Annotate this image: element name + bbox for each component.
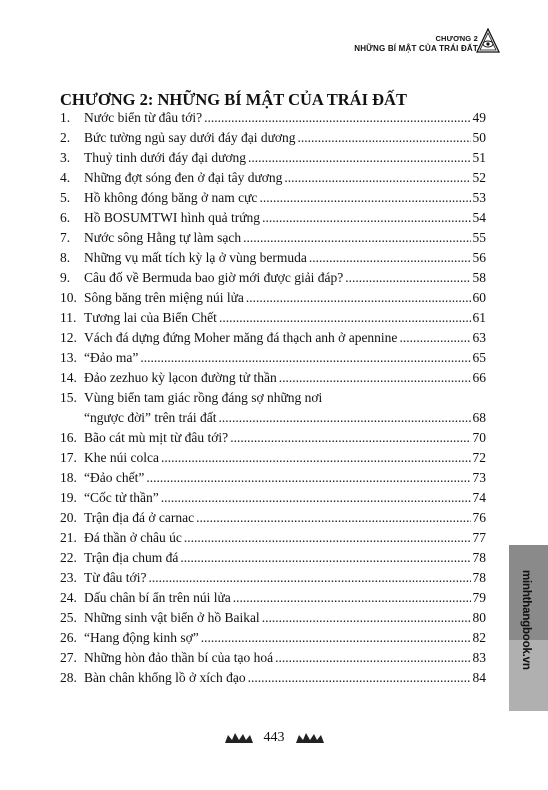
toc-leader-dots: [148, 570, 470, 586]
toc-page: 63: [472, 330, 486, 345]
toc-page: 52: [472, 170, 486, 185]
toc-number: 28.: [60, 670, 77, 685]
toc-title: Trận địa chum đá: [84, 550, 179, 565]
toc-title: “Đảo chết”: [84, 470, 145, 485]
running-header: [354, 34, 478, 54]
toc-title: Nước sông Hằng tự làm sạch: [84, 230, 242, 245]
toc-leader-dots: [298, 130, 471, 146]
toc-title: Sông băng trên miệng núi lửa: [84, 290, 244, 305]
toc-row: [60, 450, 486, 470]
toc-row: [60, 350, 486, 370]
toc-leader-dots: [233, 590, 471, 606]
toc-title: Những sinh vật biển ở hồ Baikal: [84, 610, 260, 625]
toc-row: [60, 130, 486, 150]
toc-title: Những đợt sóng đen ở đại tây dương: [84, 170, 283, 185]
toc-row: [60, 510, 486, 530]
toc-leader-dots: [246, 290, 471, 306]
toc-row: [60, 630, 486, 650]
toc-page: 65: [472, 350, 486, 365]
toc-title: Câu đố về Bermuda bao giờ mới được giải đáp?: [84, 270, 344, 285]
toc-number: 16.: [60, 430, 77, 445]
side-tab-text: minhthangbook.vn: [520, 570, 532, 670]
toc-row: [60, 110, 486, 130]
toc-row: [60, 270, 486, 290]
toc-title: Trận địa đá ở carnac: [84, 510, 195, 525]
toc-page: 82: [472, 630, 486, 645]
side-tab: [509, 545, 548, 711]
toc-number: 9.: [60, 270, 71, 285]
toc-row: [60, 310, 486, 330]
toc-title: Những vụ mất tích kỳ lạ ở vùng bermuda: [84, 250, 307, 265]
toc-number: 13.: [60, 350, 77, 365]
toc-row: [60, 170, 486, 190]
toc-page: 60: [472, 290, 486, 305]
toc-number: 14.: [60, 370, 77, 385]
toc-leader-dots: [184, 530, 471, 546]
toc-page: 54: [472, 210, 486, 225]
toc-row: [60, 530, 486, 550]
toc-number: 25.: [60, 610, 77, 625]
toc-leader-dots: [309, 250, 471, 266]
toc-leader-dots: [279, 370, 471, 386]
toc-title: Nước biển từ đâu tới?: [84, 110, 203, 125]
toc-leader-dots: [196, 510, 470, 526]
toc-row: [60, 150, 486, 170]
table-of-contents: [60, 110, 486, 690]
toc-row-continuation: [60, 410, 486, 430]
toc-row: [60, 430, 486, 450]
toc-title: “Cốc tử thần”: [84, 490, 159, 505]
toc-leader-dots: [161, 490, 471, 506]
toc-page: 51: [472, 150, 486, 165]
toc-row: [60, 470, 486, 490]
toc-number: 1.: [60, 110, 71, 125]
page-number: 443: [263, 730, 285, 746]
toc-title: Bàn chân khổng lồ ở xích đạo: [84, 670, 246, 685]
toc-number: 6.: [60, 210, 71, 225]
toc-title: Khe núi colca: [84, 450, 159, 465]
page-footer: [0, 729, 548, 747]
toc-page: 73: [472, 470, 486, 485]
toc-page: 80: [472, 610, 486, 625]
toc-page: 56: [472, 250, 486, 265]
toc-leader-dots: [345, 270, 470, 286]
toc-page: 77: [472, 530, 486, 545]
toc-leader-dots: [262, 210, 470, 226]
toc-title: “Hang động kinh sợ”: [84, 630, 199, 645]
toc-number: 7.: [60, 230, 71, 245]
toc-title-continued: “ngược đời” trên trái đất: [84, 410, 217, 425]
toc-row: [60, 330, 486, 350]
toc-number: 12.: [60, 330, 77, 345]
toc-page: 66: [472, 370, 486, 385]
toc-number: 3.: [60, 150, 71, 165]
toc-page: 78: [472, 550, 486, 565]
toc-page: 79: [472, 590, 486, 605]
toc-row: [60, 570, 486, 590]
toc-leader-dots: [248, 670, 471, 686]
toc-leader-dots: [201, 630, 471, 646]
toc-row: [60, 230, 486, 250]
toc-number: 10.: [60, 290, 77, 305]
toc-title: Tương lai của Biển Chết: [84, 310, 217, 325]
toc-leader-dots: [248, 150, 470, 166]
toc-page: 70: [472, 430, 486, 445]
crown-ornament-icon: [295, 732, 325, 744]
toc-row: [60, 490, 486, 510]
chapter-title: CHƯƠNG 2: NHỮNG BÍ MẬT CỦA TRÁI ĐẤT: [60, 90, 407, 109]
toc-number: 11.: [60, 310, 77, 325]
toc-page: 84: [472, 670, 486, 685]
toc-title: Vùng biển tam giác rồng đáng sợ những nơi: [84, 390, 323, 405]
header-chapter: CHƯƠNG 2: [435, 34, 478, 43]
toc-leader-dots: [275, 650, 470, 666]
toc-number: 26.: [60, 630, 77, 645]
toc-leader-dots: [243, 230, 470, 246]
toc-row: [60, 390, 486, 410]
toc-page: 53: [472, 190, 486, 205]
toc-number: 27.: [60, 650, 77, 665]
toc-page: 58: [472, 270, 486, 285]
toc-page: 55: [472, 230, 486, 245]
toc-page: 83: [472, 650, 486, 665]
toc-number: 22.: [60, 550, 77, 565]
toc-title: “Đảo ma”: [84, 350, 139, 365]
toc-title: Thuỷ tinh dưới đáy đại dương: [84, 150, 247, 165]
toc-number: 18.: [60, 470, 77, 485]
toc-page: 68: [472, 410, 486, 425]
toc-number: 24.: [60, 590, 77, 605]
crown-ornament-icon: [224, 732, 254, 744]
toc-leader-dots: [161, 450, 471, 466]
toc-number: 20.: [60, 510, 77, 525]
toc-leader-dots: [259, 190, 470, 206]
toc-row: [60, 190, 486, 210]
toc-leader-dots: [284, 170, 470, 186]
header-subtitle: NHỮNG BÍ MẬT CỦA TRÁI ĐẤT: [354, 44, 478, 53]
toc-row: [60, 370, 486, 390]
toc-page: 74: [472, 490, 486, 505]
toc-title: Bão cát mù mịt từ đâu tới?: [84, 430, 229, 445]
toc-title: Hồ BOSUMTWI hình quả trứng: [84, 210, 261, 225]
toc-row: [60, 650, 486, 670]
toc-title: Đá thần ở châu úc: [84, 530, 182, 545]
toc-title: Vách đá dựng đứng Moher măng đá thạch anh ở apennine: [84, 330, 398, 345]
toc-row: [60, 250, 486, 270]
toc-page: 78: [472, 570, 486, 585]
toc-leader-dots: [180, 550, 470, 566]
toc-row: [60, 290, 486, 310]
toc-leader-dots: [146, 470, 470, 486]
toc-page: 61: [472, 310, 486, 325]
toc-page: 72: [472, 450, 486, 465]
toc-title: Bức tường ngủ say dưới đáy đại dương: [84, 130, 296, 145]
toc-leader-dots: [204, 110, 470, 126]
toc-number: 23.: [60, 570, 77, 585]
toc-leader-dots: [219, 410, 471, 426]
toc-number: 15.: [60, 390, 77, 405]
toc-leader-dots: [219, 310, 471, 326]
toc-title: Từ đâu tới?: [84, 570, 147, 585]
toc-row: [60, 670, 486, 690]
toc-number: 5.: [60, 190, 71, 205]
toc-title: Những hòn đảo thần bí của tạo hoá: [84, 650, 274, 665]
toc-number: 8.: [60, 250, 71, 265]
toc-page: 49: [472, 110, 486, 125]
toc-row: [60, 210, 486, 230]
toc-number: 19.: [60, 490, 77, 505]
eye-triangle-icon: [476, 28, 500, 54]
toc-title: Dấu chân bí ẩn trên núi lửa: [84, 590, 231, 605]
toc-page: 50: [472, 130, 486, 145]
toc-number: 17.: [60, 450, 77, 465]
toc-number: 21.: [60, 530, 77, 545]
toc-title: Hồ không đóng băng ở nam cực: [84, 190, 258, 205]
toc-leader-dots: [140, 350, 470, 366]
toc-row: [60, 550, 486, 570]
toc-leader-dots: [262, 610, 471, 626]
toc-leader-dots: [230, 430, 470, 446]
toc-row: [60, 610, 486, 630]
toc-page: 76: [472, 510, 486, 525]
toc-title: Đảo zezhuo kỳ lạcon đường tử thần: [84, 370, 277, 385]
toc-number: 4.: [60, 170, 71, 185]
toc-leader-dots: [399, 330, 470, 346]
toc-row: [60, 590, 486, 610]
toc-number: 2.: [60, 130, 71, 145]
